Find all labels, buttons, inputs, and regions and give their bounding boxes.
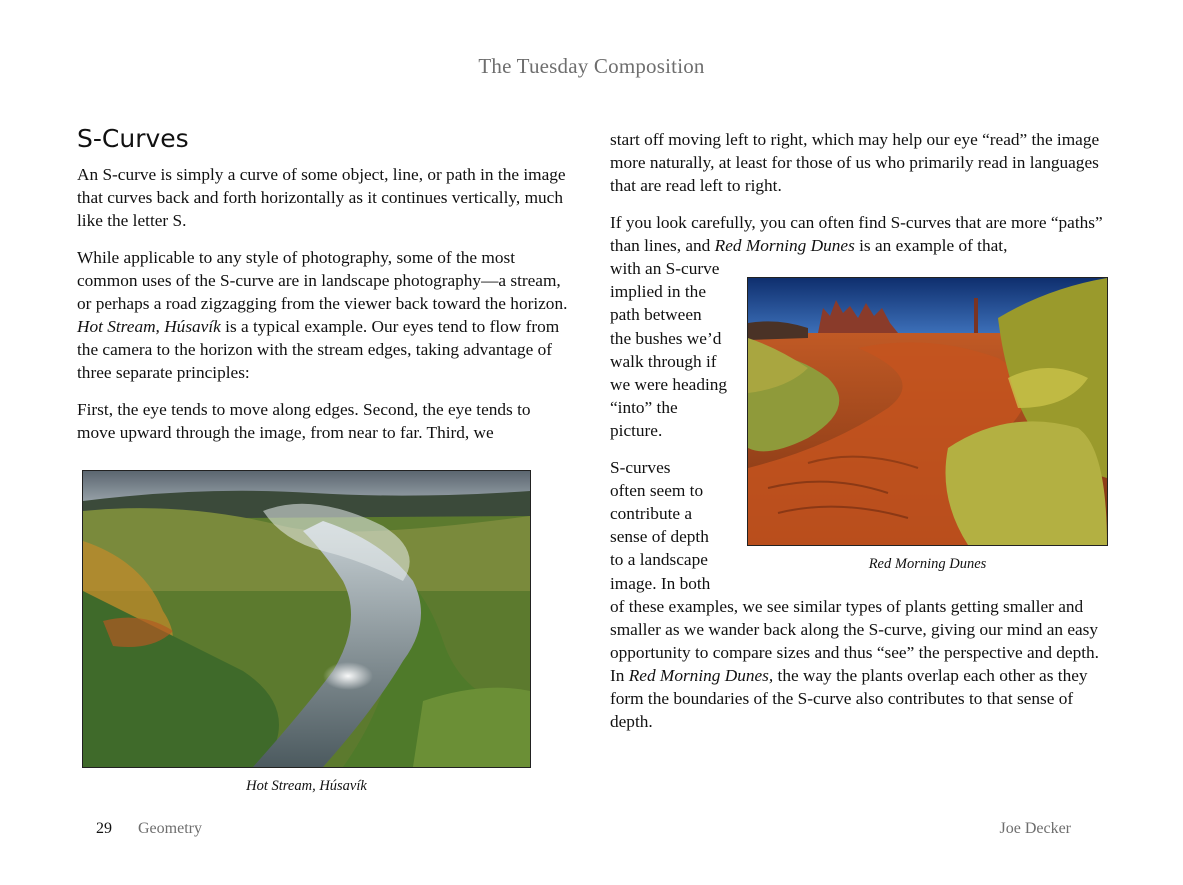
footer-left [96, 820, 202, 838]
hot-stream-caption: Hot Stream, Húsavík [246, 778, 367, 794]
paragraph-definition: An S-curve is simply a curve of some object, line, or path in the image that curves back and forth horizontally as it continues vertically, much like the letter S. [77, 165, 566, 230]
red-dunes-caption: Red Morning Dunes [868, 556, 987, 572]
wrap-line: walk through if [610, 351, 717, 371]
wrap-line: sense of depth [610, 527, 709, 547]
section-heading: S-Curves [77, 124, 189, 153]
figure-hot-stream [82, 470, 531, 795]
photo-title-reference: Hot Stream, Húsavík [77, 317, 221, 336]
wrap-line: the bushes we’d [610, 328, 722, 348]
wrap-line: implied in the [610, 282, 706, 302]
section-name: Geometry [138, 820, 202, 837]
wrap-line: “into” the [610, 398, 678, 418]
paragraph-text: is an example of that, [859, 236, 1008, 255]
wrap-line: S-curves [610, 457, 671, 477]
wrap-line: we were heading [610, 375, 728, 395]
wrap-line: image. In both [610, 573, 711, 593]
paragraph-depth [610, 595, 1110, 733]
photo-title-reference: Red Morning Dunes [714, 236, 855, 255]
wrap-text-block-1 [610, 257, 745, 443]
figure-red-dunes [747, 277, 1108, 573]
photo-title-reference: Red Morning Dunes, [628, 665, 774, 685]
paragraph-text: If you look carefully, you can often find S-curves that are more “paths” than lines, and [610, 213, 1103, 255]
paragraph-paths [610, 211, 1110, 257]
paragraph-text: is a typical example. Our eyes tend to flow from the camera to the horizon with the stream edges, taking advantage of three separate principles: [77, 317, 560, 382]
hot-stream-photo [82, 470, 531, 768]
paragraph-principles: First, the eye tends to move along edges. Second, the eye tends to move upward through the image, from near to far. Third, we [77, 400, 531, 442]
footer-author: Joe Decker [999, 820, 1071, 837]
paragraph-landscape [77, 246, 569, 384]
wrap-text-block-2 [610, 456, 745, 595]
paragraph-reading-direction: start off moving left to right, which may help our eye “read” the image more naturally, at least for those of us who primarily read in languages that are read left to right. [610, 130, 1100, 195]
wrap-line: contribute a [610, 504, 693, 524]
paragraph-text: of these examples, we see similar types of plants getting smaller and smaller as we wander back along the S-curve, giving our mind an easy opportunity to compare sizes and thus “see” the perspective and depth. In [610, 596, 1099, 685]
wrap-line: to a landscape [610, 550, 708, 570]
red-dunes-photo [747, 277, 1108, 546]
running-header: The Tuesday Composition [478, 54, 705, 78]
wrap-line: often seem to [610, 480, 704, 500]
paragraph-text: the way the plants overlap each other as they form the boundaries of the S-curve also contributes to that sense of depth. [610, 665, 1088, 731]
wrap-line: picture. [610, 421, 663, 441]
left-column [77, 124, 569, 458]
wrap-line: path between [610, 305, 702, 325]
paragraph-text: While applicable to any style of photography, some of the most common uses of the S-curve are in landscape photography—a stream, or perhaps a road zigzagging from the viewer back toward the horizon. [77, 248, 568, 313]
wrap-line: with an S-curve [610, 259, 720, 278]
page-number: 29 [96, 820, 112, 837]
